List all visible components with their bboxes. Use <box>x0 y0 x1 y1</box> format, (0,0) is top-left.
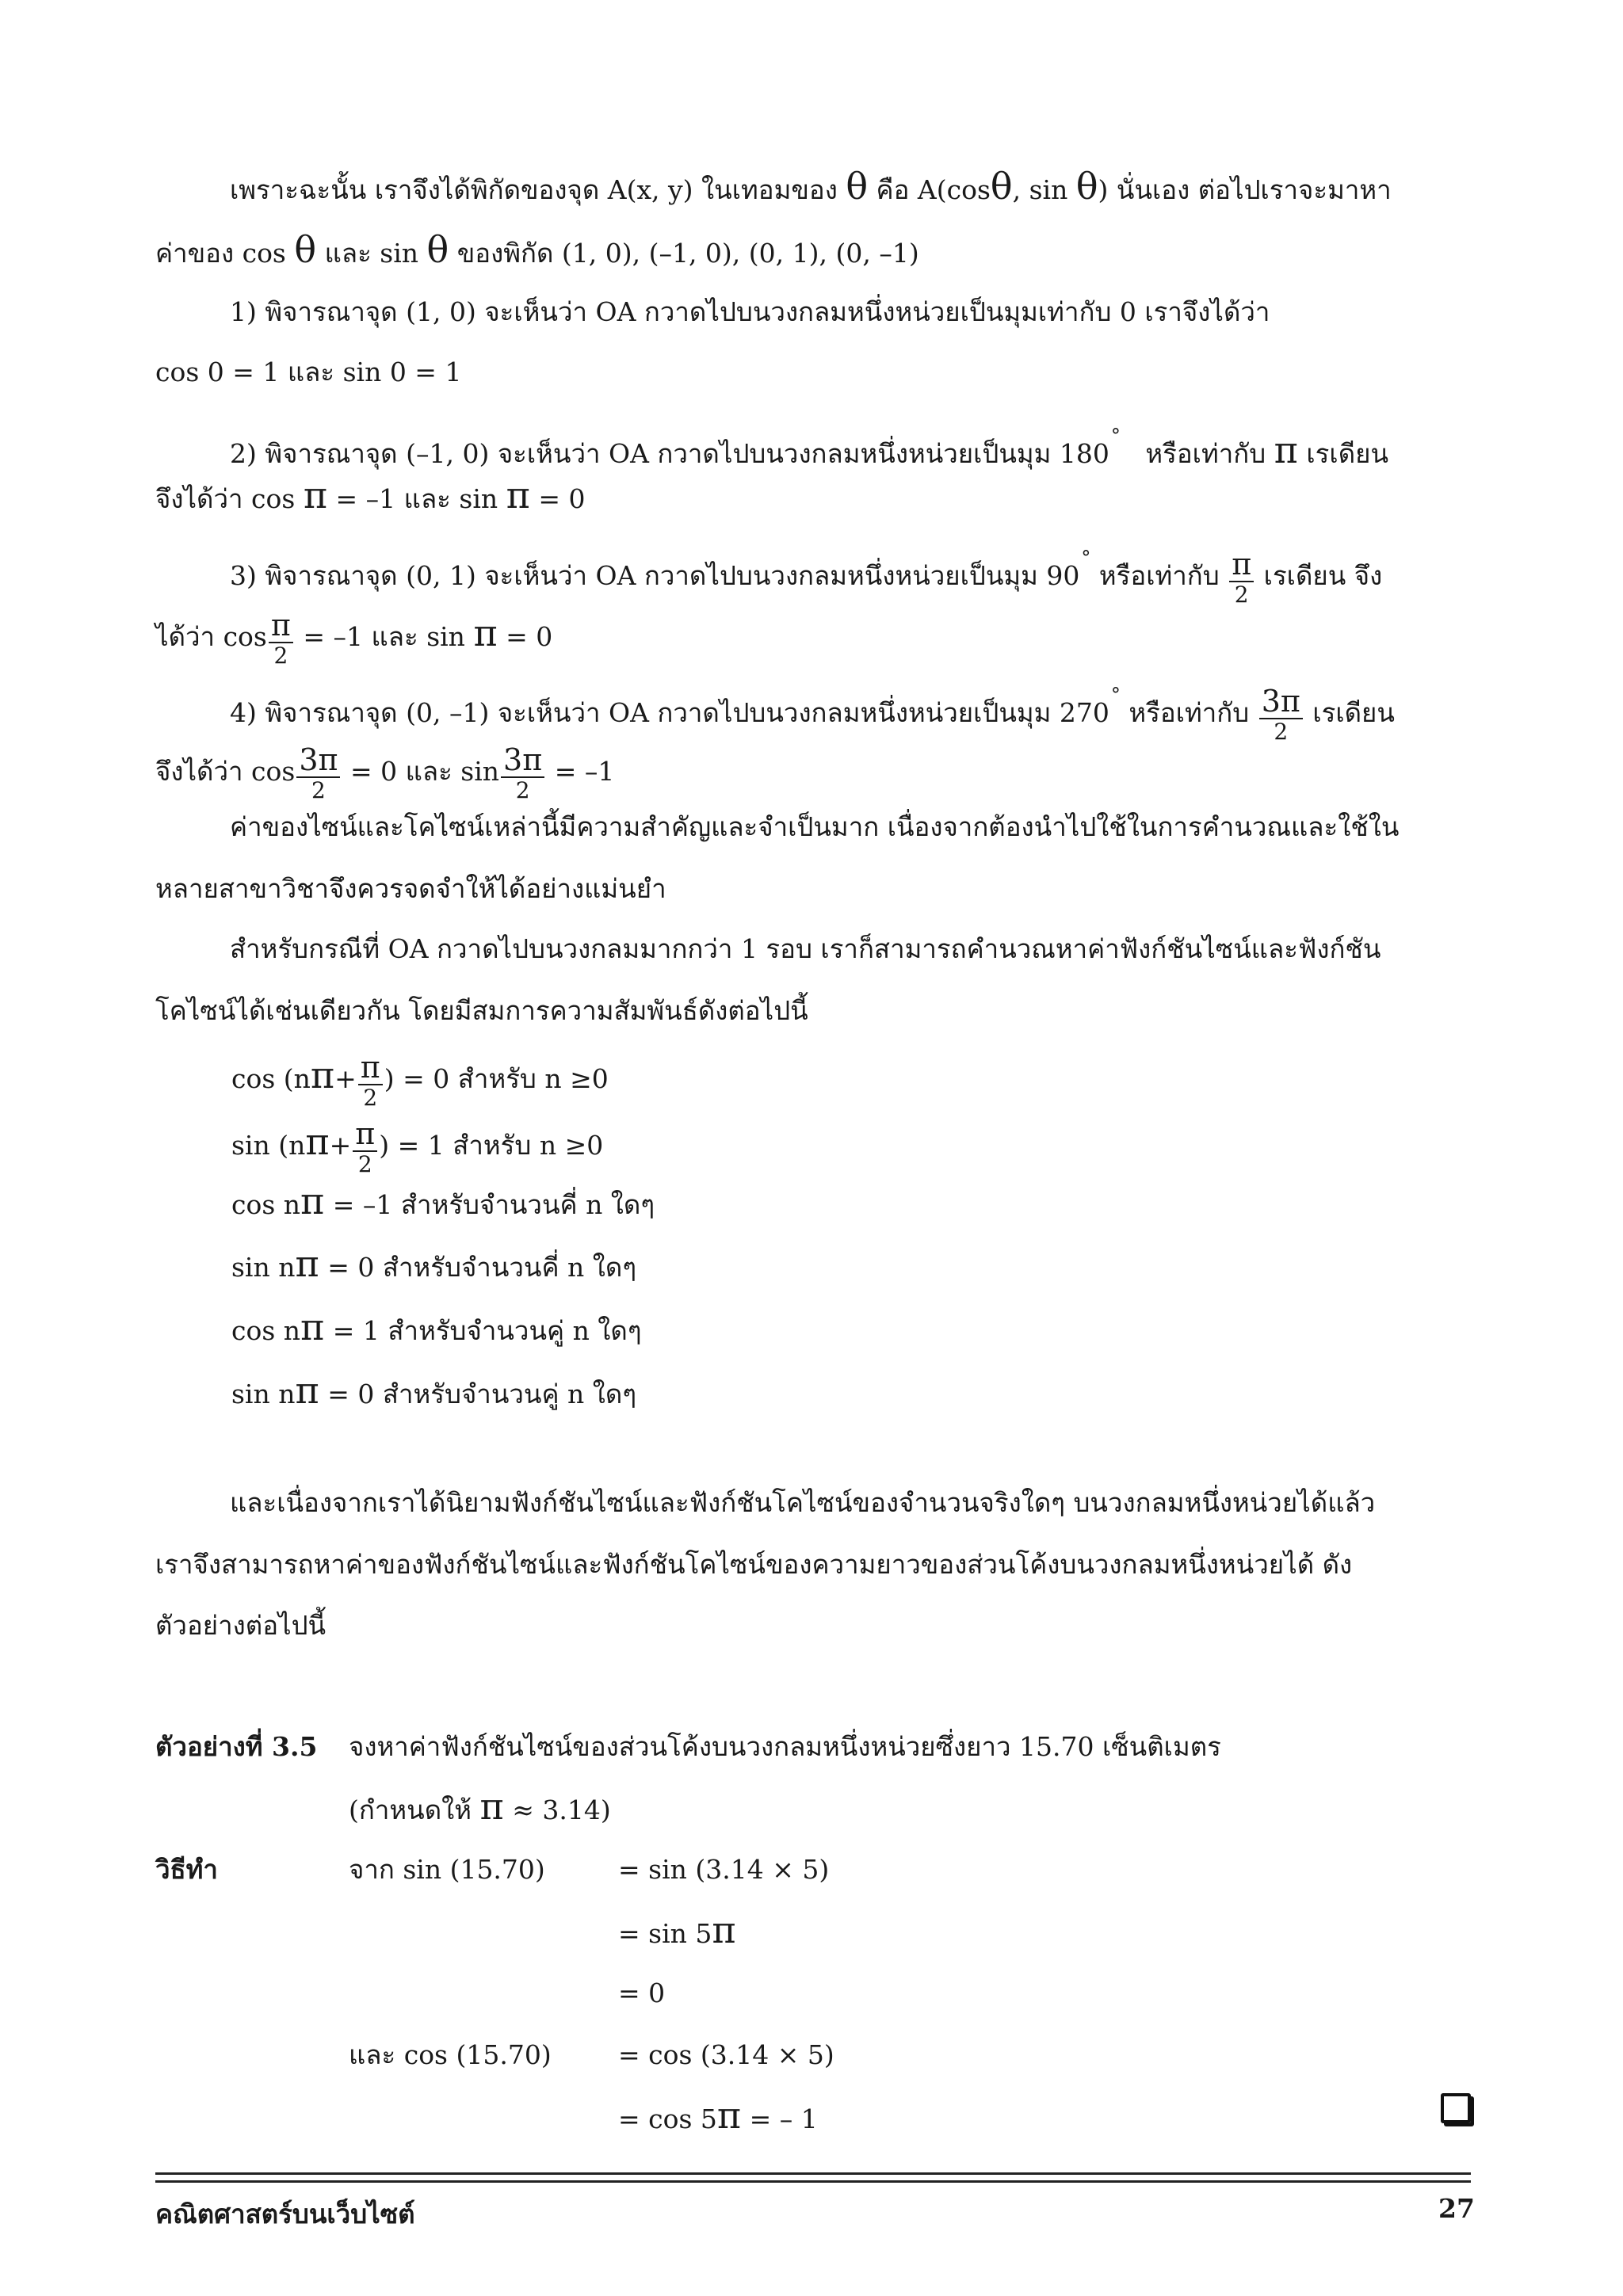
fraction-pi-over-2: $\frac{\pi}{2}$ <box>1229 549 1254 606</box>
greater-equal-symbol: ≥ <box>564 1130 587 1161</box>
text: สำหรับกรณีที่ OA กวาดไปบนวงกลมมากกว่า 1 รอบ เราก็สามารถคำนวณหาค่าฟังก์ชันไซน์และฟังก์ชัน <box>230 933 1381 964</box>
pi-symbol: π <box>1274 429 1298 471</box>
text: = – 1 <box>749 2103 818 2134</box>
text: = 0 สำหรับจำนวนคี่ n ใดๆ <box>327 1252 637 1283</box>
text: เราจึงสามารถหาค่าของฟังก์ชันไซน์และฟังก์ชันโคไซน์ของความยาวของส่วนโค้งบนวงกลมหนึ่งหน่วยได้ ดัง <box>155 1549 1353 1580</box>
text: คือ A(cos <box>876 174 991 205</box>
pi-symbol: π <box>305 1120 330 1163</box>
text: เพราะฉะนั้น เราจึงได้พิกัดของจุด A(x, y) ในเทอมของ <box>230 174 838 205</box>
text: และ sin <box>324 238 419 269</box>
solution-lhs: จาก sin (15.70) <box>349 1854 545 1885</box>
text: = –1 สำหรับจำนวนคี่ n ใดๆ <box>332 1189 655 1220</box>
solution-rhs: = sin (3.14 × 5) <box>618 1854 830 1885</box>
equation-line <box>231 1242 637 1285</box>
pi-symbol: π <box>300 1180 325 1222</box>
theta-symbol: θ <box>426 228 449 271</box>
list-item-continuation <box>155 610 552 667</box>
fraction-3pi-over-2: $\frac{3\pi}{2}$ <box>501 745 544 802</box>
text: เรเดียน <box>1306 438 1389 469</box>
text: cos n <box>231 1315 301 1346</box>
equation-line <box>231 1116 604 1177</box>
text: หรือเท่ากับ <box>1145 438 1266 469</box>
fraction-pi-over-2: $\frac{\pi}{2}$ <box>358 1052 383 1109</box>
text: ≈ 3.14) <box>512 1794 611 1825</box>
page-number: 27 <box>1438 2193 1475 2224</box>
text: sin (n <box>231 1130 306 1161</box>
list-item <box>230 677 1395 743</box>
paragraph-line <box>155 1547 1352 1582</box>
text: เรเดียน <box>1312 697 1395 728</box>
pi-symbol: π <box>473 612 498 654</box>
degree-symbol: ° <box>1081 547 1091 569</box>
text: 0 <box>591 1063 609 1094</box>
pi-symbol: π <box>712 1909 736 1951</box>
paragraph-line <box>155 871 666 906</box>
solution-rhs: = cos (3.14 × 5) <box>618 2039 834 2070</box>
text: ตัวอย่างต่อไปนี้ <box>155 1610 327 1641</box>
text: = –1 และ sin <box>303 621 465 652</box>
equation-line <box>231 1180 655 1222</box>
list-item-continuation <box>155 474 586 517</box>
text: = 0 <box>538 483 586 514</box>
pi-symbol: π <box>506 474 530 517</box>
text: = –1 <box>554 756 615 787</box>
text: และเนื่องจากเราได้นิยามฟังก์ชันไซน์และฟังก์ชันโคไซน์ของจำนวนจริงใดๆ บนวงกลมหนึ่งหน่วยได้แล้ว <box>230 1487 1376 1518</box>
text: = 0 <box>506 621 553 652</box>
text: จึงได้ว่า cos <box>155 483 296 514</box>
paragraph-line <box>230 932 1381 967</box>
paragraph-line <box>230 165 1392 208</box>
text: ได้ว่า cos <box>155 621 267 652</box>
text: ) นั่นเอง ต่อไปเราจะมาหา <box>1098 174 1392 205</box>
paragraph-line <box>230 1486 1375 1520</box>
theta-symbol: θ <box>846 165 869 208</box>
degree-symbol: ° <box>1110 425 1121 447</box>
text: 3) พิจารณาจุด (0, 1) จะเห็นว่า OA กวาดไปบนวงกลมหนึ่งหน่วยเป็นมุม 90 <box>230 560 1080 591</box>
text: = 1 สำหรับจำนวนคู่ n ใดๆ <box>332 1315 642 1346</box>
text: ค่าของ cos <box>155 238 286 269</box>
footer-title: คณิตศาสตร์บนเว็บไซต์ <box>155 2199 415 2229</box>
theta-symbol: θ <box>1075 165 1098 208</box>
text: โคไซน์ได้เช่นเดียวกัน โดยมีสมการความสัมพันธ์ดังต่อไปนี้ <box>155 995 808 1026</box>
paragraph-line <box>155 1608 326 1643</box>
text: cos (n <box>231 1063 311 1094</box>
plus-sign: + <box>334 1063 357 1094</box>
footer-rule <box>155 2180 1471 2183</box>
solution-rhs: = 0 <box>618 1978 666 2008</box>
list-item-continuation <box>155 355 461 390</box>
pi-symbol: π <box>303 474 328 517</box>
solution-label: วิธีทำ <box>155 1854 218 1885</box>
text: cos 0 = 1 และ sin 0 = 1 <box>155 357 462 387</box>
list-item <box>230 418 1388 471</box>
example-given <box>349 1785 611 1828</box>
text: หรือเท่ากับ <box>1098 560 1220 591</box>
theta-symbol: θ <box>990 165 1013 208</box>
text: = 0 สำหรับจำนวนคู่ n ใดๆ <box>327 1379 637 1409</box>
text: = sin 5 <box>618 1918 712 1949</box>
paragraph-line <box>230 810 1399 845</box>
pi-symbol: π <box>716 2094 742 2137</box>
text: ) = 1 สำหรับ n <box>379 1130 557 1161</box>
text: ) = 0 สำหรับ n <box>384 1063 562 1094</box>
text: 4) พิจารณาจุด (0, –1) จะเห็นว่า OA กวาดไปบนวงกลมหนึ่งหน่วยเป็นมุม 270 <box>230 697 1109 728</box>
text: หลายสาขาวิชาจึงควรจดจำให้ได้อย่างแม่นยำ <box>155 873 666 904</box>
text: (กำหนดให้ <box>349 1794 472 1825</box>
qed-box-icon <box>1441 2093 1471 2123</box>
text: 2) พิจารณาจุด (–1, 0) จะเห็นว่า OA กวาดไปบนวงกลมหนึ่งหน่วยเป็นมุม 180 <box>230 438 1109 469</box>
list-item <box>230 295 1270 330</box>
text: จงหาค่าฟังก์ชันไซน์ของส่วนโค้งบนวงกลมหนึ่งหน่วยซึ่งยาว 15.70 เซ็นติเมตร <box>349 1731 1221 1762</box>
pi-symbol: π <box>295 1242 319 1285</box>
list-item <box>230 540 1382 606</box>
greater-equal-symbol: ≥ <box>570 1063 592 1094</box>
text: sin n <box>231 1252 296 1283</box>
theta-symbol: θ <box>294 228 317 271</box>
solution-rhs <box>618 1909 736 1951</box>
text: หรือเท่ากับ <box>1128 697 1250 728</box>
text: = 0 และ sin <box>349 756 500 787</box>
fraction-3pi-over-2: $\frac{3\pi}{2}$ <box>1259 686 1303 743</box>
text: sin n <box>231 1379 296 1409</box>
example-label: ตัวอย่างที่ 3.5 <box>155 1731 318 1762</box>
plus-sign: + <box>329 1130 352 1161</box>
fraction-pi-over-2: $\frac{\pi}{2}$ <box>269 610 293 667</box>
text: ค่าของไซน์และโคไซน์เหล่านี้มีความสำคัญและจำเป็นมาก เนื่องจากต้องนำไปใช้ในการคำนวณและใช้ใน <box>230 811 1400 842</box>
text: 0 <box>586 1130 604 1161</box>
solution-lhs: และ cos (15.70) <box>349 2039 552 2070</box>
degree-symbol: ° <box>1110 684 1121 706</box>
equation-line <box>231 1052 609 1109</box>
example-text <box>349 1730 1221 1764</box>
pi-symbol: π <box>310 1054 335 1097</box>
equation-line <box>231 1306 642 1348</box>
text: cos n <box>231 1189 301 1220</box>
text: 1) พิจารณาจุด (1, 0) จะเห็นว่า OA กวาดไปบนวงกลมหนึ่งหน่วยเป็นมุมเท่ากับ 0 เราจึงได้ว่า <box>230 296 1270 327</box>
fraction-pi-over-2: $\frac{\pi}{2}$ <box>353 1119 377 1176</box>
paragraph-line <box>155 994 808 1028</box>
equation-line <box>231 1369 637 1412</box>
text: = –1 และ sin <box>335 483 498 514</box>
solution-rhs <box>618 2094 818 2137</box>
pi-symbol: π <box>300 1306 325 1348</box>
fraction-3pi-over-2: $\frac{3\pi}{2}$ <box>296 745 340 802</box>
text: , sin <box>1012 174 1068 205</box>
list-item-continuation <box>155 742 615 803</box>
footer-rule <box>155 2172 1471 2175</box>
text: จึงได้ว่า cos <box>155 756 296 787</box>
text: = cos 5 <box>618 2103 717 2134</box>
pi-symbol: π <box>479 1785 504 1828</box>
text: เรเดียน จึง <box>1263 560 1383 591</box>
text: ของพิกัด (1, 0), (–1, 0), (0, 1), (0, –1) <box>456 238 919 269</box>
paragraph-line <box>155 228 919 271</box>
pi-symbol: π <box>295 1369 319 1412</box>
